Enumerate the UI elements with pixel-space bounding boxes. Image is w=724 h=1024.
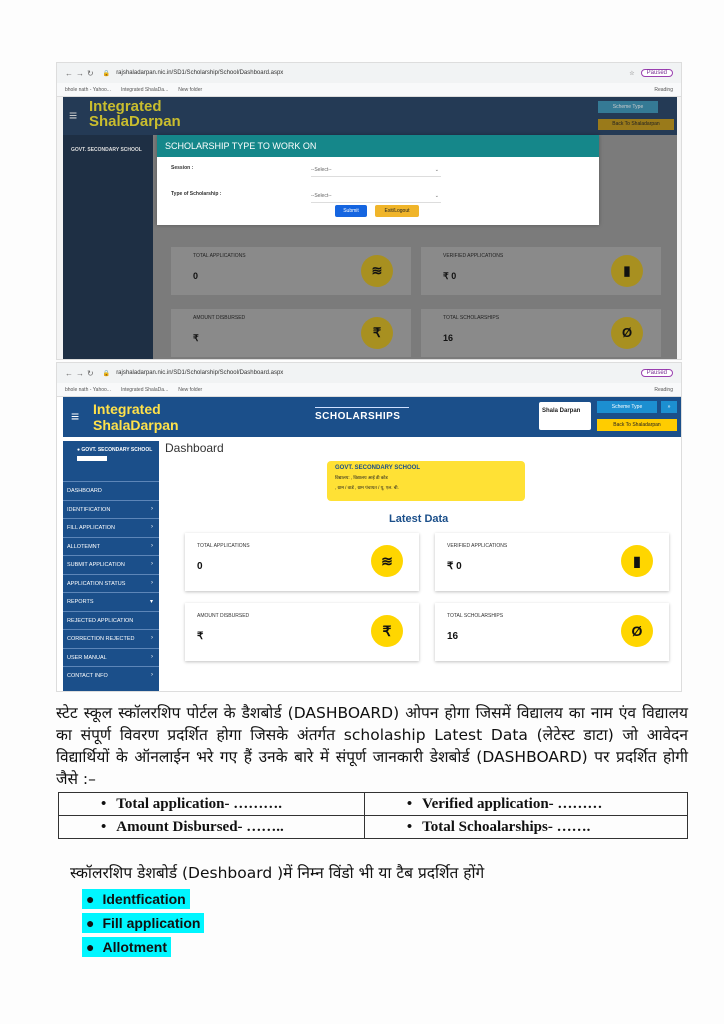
sidebar-item-fill-application[interactable]: FILL APPLICATION › — [63, 518, 159, 537]
table-cell: • Total application- ………. — [59, 793, 365, 816]
sidebar-item-dashboard[interactable]: DASHBOARD — [63, 481, 159, 500]
scholarship-app — [63, 397, 682, 692]
chevron-icon: ▾ — [149, 599, 153, 605]
school-info-box: GOVT. SECONDARY SCHOOL विद्यालय: , विद्यालय आई डी कोड , ग्राम / वार्ड , ग्राम पंचायत / यू. एल. बी. — [327, 461, 525, 501]
chevron-down-icon: ⌄ — [434, 193, 439, 199]
list-item: ● Allotment — [82, 936, 204, 960]
chevron-icon: › — [151, 561, 153, 567]
browser-toolbar — [57, 63, 681, 83]
table-row — [59, 816, 688, 839]
session-label: Session : — [171, 165, 194, 171]
lock-icon: 🔒 — [102, 370, 111, 377]
sidebar-item-rejected-application[interactable]: REJECTED APPLICATION — [63, 611, 159, 630]
empty-set-icon: Ø — [611, 317, 643, 349]
exit-logout-button[interactable]: Exit/Logout — [375, 205, 419, 217]
lock-icon: 🔒 — [102, 70, 111, 77]
double-arrow-icon[interactable]: » — [661, 401, 677, 413]
bar-chart-icon: ▮ — [621, 545, 653, 577]
tab-list — [82, 888, 204, 960]
scholarship-type-modal — [157, 135, 599, 225]
menu-icon[interactable]: ≡ — [69, 107, 78, 123]
shala-darpan-logo: Shala Darpan — [539, 402, 591, 430]
sidebar-item-user-manual[interactable]: USER MANUAL › — [63, 648, 159, 667]
sidebar-item-application-status[interactable]: APPLICATION STATUS › — [63, 574, 159, 593]
bookmark-item[interactable]: Integrated ShalaDa... — [120, 386, 169, 393]
app-header — [63, 397, 682, 437]
stat-card: AMOUNT DISBURSED ₹ ₹ — [185, 603, 419, 661]
divider — [315, 407, 409, 408]
school-name: ● GOVT. SECONDARY SCHOOL — [63, 441, 159, 481]
app-logo: Integrated ShalaDarpan — [93, 401, 179, 433]
app-header — [63, 97, 677, 135]
sidebar-item-submit-application[interactable]: SUBMIT APPLICATION › — [63, 555, 159, 574]
stat-card: VERIFIED APPLICATIONS ₹ 0 ▮ — [435, 533, 669, 591]
bookmarks-bar — [57, 83, 681, 97]
chevron-icon: › — [151, 672, 153, 678]
screenshot-modal — [56, 62, 682, 360]
stat-card: TOTAL APPLICATIONS 0 ≋ — [185, 533, 419, 591]
stat-card: TOTAL APPLICATIONS 0 ≋ — [171, 247, 411, 295]
sidebar — [63, 441, 159, 692]
stat-card: VERIFIED APPLICATIONS ₹ 0 ▮ — [421, 247, 661, 295]
dimmed-app — [63, 97, 677, 360]
bar-chart-icon: ▮ — [611, 255, 643, 287]
chevron-icon: › — [151, 542, 153, 549]
page-title: Dashboard — [165, 441, 224, 455]
back-button[interactable]: Back To Shaladarpan — [598, 119, 674, 130]
layers-icon: ≋ — [361, 255, 393, 287]
sidebar-item-identification[interactable]: IDENTIFICATION › — [63, 500, 159, 519]
chevron-icon: › — [151, 524, 153, 530]
tabs-paragraph: स्कॉलरशिप डेशबोर्ड (Deshboard )में निम्न विंडो भी या टैब प्रदर्शित होंगे — [70, 864, 485, 882]
list-item: ● Identfication — [82, 888, 204, 912]
rupee-icon: ₹ — [361, 317, 393, 349]
nav-arrows-icon[interactable]: ←→↻ — [65, 68, 97, 78]
stat-card: TOTAL SCHOLARSHIPS 16 Ø — [435, 603, 669, 661]
sidebar — [63, 135, 153, 360]
table-cell: • Amount Disbursed- …….. — [59, 816, 365, 839]
submit-button[interactable]: Submit — [335, 205, 367, 217]
bookmark-item[interactable]: New folder — [178, 386, 203, 393]
info-icon: ● — [77, 447, 81, 453]
description-paragraph: स्टेट स्कूल स्कॉलरशिप पोर्टल के डैशबोर्ड (DASHBOARD) ओपन होगा जिसमें विद्यालय का नाम एंव विद्यालय का संपूर्ण विवरण प्रदर्शित होगा जिसके अंतर्गत scholaship Latest Data (लेटेस्ट डाटा) जो आवेदन विद्यार्थियों के ऑनलाईन भरे गए हैं उनके बारे में संपूर्ण जानकारी डेशबोर्ड (DASHBOARD) पर प्रदर्शित होगी जैसे :– — [56, 704, 688, 788]
reading-list[interactable]: Reading — [654, 386, 673, 393]
chevron-icon: › — [151, 635, 153, 641]
bookmark-item[interactable]: New folder — [178, 86, 203, 93]
sidebar-item-correction-rejected[interactable]: CORRECTION REJECTED › — [63, 629, 159, 648]
chevron-icon: › — [151, 505, 153, 512]
layers-icon: ≋ — [371, 545, 403, 577]
browser-toolbar — [57, 363, 681, 383]
chevron-icon: › — [151, 579, 153, 586]
rupee-icon: ₹ — [371, 615, 403, 647]
menu-icon[interactable]: ≡ — [71, 408, 80, 424]
address-bar[interactable]: rajshaladarpan.nic.in/SD1/Scholarship/School/Dashboard.aspx — [116, 370, 284, 376]
modal-title: SCHOLARSHIP TYPE TO WORK ON — [157, 135, 599, 157]
sidebar-item-reports[interactable]: REPORTS ▾ — [63, 592, 159, 611]
table-cell: • Verified application- ……… — [364, 793, 687, 816]
stat-cards — [171, 247, 671, 357]
table-cell: • Total Schoalarships- ……. — [364, 816, 687, 839]
star-icon[interactable]: ☆ — [629, 70, 635, 77]
stat-card: AMOUNT DISBURSED ₹ ₹ — [171, 309, 411, 357]
scheme-type-button[interactable]: Scheme Type — [598, 101, 658, 113]
table-row — [59, 793, 688, 816]
reading-list[interactable]: Reading — [654, 86, 673, 93]
profile-badge[interactable]: Paused — [641, 69, 673, 77]
back-button[interactable]: Back To Shaladarpan — [597, 419, 677, 431]
chevron-down-icon: ⌄ — [434, 167, 439, 173]
screenshot-dashboard — [56, 362, 682, 692]
scholarship-type-select[interactable]: --Select-- ⌄ — [311, 193, 441, 203]
summary-table — [58, 792, 688, 839]
stat-card: TOTAL SCHOLARSHIPS 16 Ø — [421, 309, 661, 357]
scholarship-type-label: Type of Scholarship : — [171, 191, 222, 197]
scheme-type-button[interactable]: Scheme Type — [597, 401, 657, 413]
sidebar-item-contact-info[interactable]: CONTACT INFO › — [63, 666, 159, 685]
bookmarks-bar — [57, 383, 681, 397]
sidebar-item-allotemnt[interactable]: ALLOTEMNT › — [63, 537, 159, 556]
chevron-icon: › — [151, 653, 153, 660]
profile-badge[interactable]: Paused — [641, 369, 673, 377]
address-bar[interactable]: rajshaladarpan.nic.in/SD1/Scholarship/School/Dashboard.aspx — [116, 70, 284, 76]
nav-arrows-icon[interactable]: ←→↻ — [65, 368, 97, 378]
list-item: ● Fill application — [82, 912, 204, 936]
bookmark-item[interactable]: Integrated ShalaDa... — [120, 86, 169, 93]
school-name: GOVT. SECONDARY SCHOOL — [71, 147, 142, 153]
bookmark-item[interactable]: bhole nath - Yahoo... — [65, 386, 111, 393]
empty-set-icon: Ø — [621, 615, 653, 647]
bookmark-item[interactable]: bhole nath - Yahoo... — [65, 86, 111, 93]
app-logo: Integrated ShalaDarpan — [89, 98, 181, 130]
latest-data-heading: Latest Data — [389, 513, 449, 525]
scholarships-title: SCHOLARSHIPS — [315, 411, 401, 422]
session-select[interactable]: --Select-- ⌄ — [311, 167, 441, 177]
